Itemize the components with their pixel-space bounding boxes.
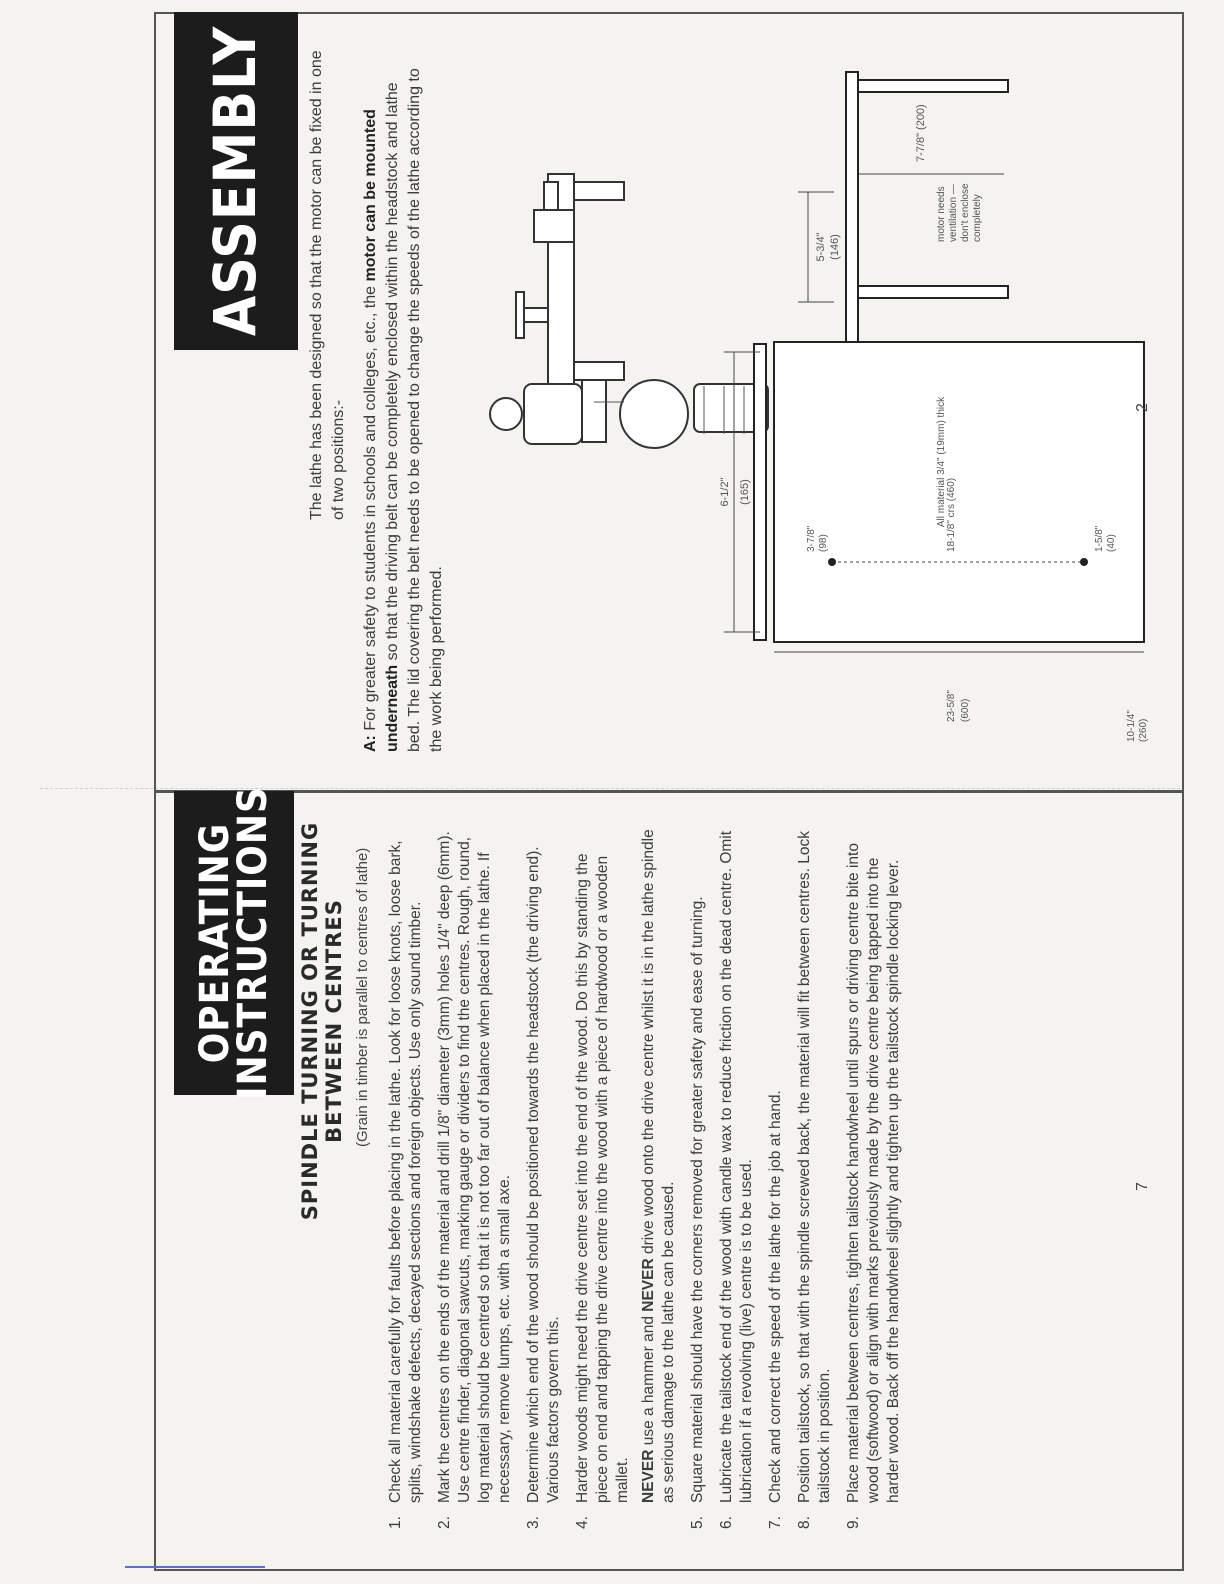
option-a-label: A: (362, 735, 379, 752)
step-text: Harder woods might need the drive centre set into the end of the wood. Do this by standing the piece on end and tapping the drive centre into the wood with a piece of hardwood or a wooden mallet. (574, 853, 631, 1503)
page-number: 7 (1134, 1182, 1151, 1191)
stand-width-label: 5-3/4" (815, 232, 827, 262)
option-a-text-pre: For greater safety to students in schools and colleges, etc., the (362, 281, 379, 731)
stand-note-line-3: don't enclose (960, 183, 971, 242)
assembly-banner (174, 12, 298, 350)
step-item (844, 827, 904, 1529)
warning-never-1: NEVER (640, 1449, 657, 1503)
lathe-leg-left (574, 362, 624, 380)
section-heading (298, 791, 346, 1251)
warning-text-1: use a hammer and (640, 1311, 657, 1450)
base-centres-label: 18-1/8" crs (460) (946, 477, 957, 552)
step-item (573, 827, 679, 1529)
stand-top-board (846, 72, 858, 342)
base-length-metric: (600) (960, 698, 971, 722)
step-item (717, 827, 757, 1529)
step-warning (639, 827, 679, 1503)
section-heading-line-1: SPINDLE TURNING OR TURNING (298, 821, 322, 1221)
step-number: 2. (436, 1516, 453, 1529)
base-depth-label: 6-1/2" (719, 477, 731, 507)
base-length-label: 23-5/8" (946, 690, 957, 722)
step-item (435, 827, 515, 1529)
step-text: Check and correct the speed of the lathe for the job at hand. (767, 1090, 784, 1503)
step-number: 5. (689, 1516, 706, 1529)
step-item (524, 827, 564, 1529)
base-width-metric: (260) (1138, 718, 1149, 742)
stand-height-label: 7-7/8" (200) (915, 104, 927, 162)
step-number: 7. (767, 1516, 784, 1529)
stand-diagram (794, 52, 1024, 352)
step-item (386, 827, 426, 1529)
step-text: Lubricate the tailstock end of the wood with candle wax to reduce friction on the dead centre. Omit lubrication if a revolving (live) centre is to be used. (718, 830, 755, 1503)
base-board-edge (754, 344, 766, 640)
base-offset-left-label: 3-7/8" (806, 525, 817, 552)
base-depth-metric: (165) (739, 479, 751, 505)
assembly-option-a (360, 50, 448, 752)
step-text: Mark the centres on the ends of the material and drill 1/8" diameter (3mm) holes 1/4" deep (6mm). Use centre finder, diagonal sawcuts, marking gauge or dividers to find the centres. Rough, round, log material should be centred so that it is not too far out of balance when placed in the lathe. If necessary, remove lumps, etc. with a small axe. (436, 831, 513, 1503)
lathe-motor (620, 380, 688, 448)
base-offset-right-metric: (40) (1106, 534, 1117, 552)
operating-page (154, 786, 1184, 1571)
operating-banner (174, 786, 294, 1100)
step-item (688, 827, 708, 1529)
stand-leg-left (858, 286, 1008, 298)
lathe-headstock-base (582, 378, 606, 442)
lathe-headstock (524, 384, 582, 444)
step-number: 6. (718, 1516, 735, 1529)
lathe-leg-right (574, 182, 624, 200)
base-centre-hole-1 (828, 558, 836, 566)
base-diagram (714, 312, 1154, 762)
step-text: Square material should have the corners removed for greater safety and ease of turning. (689, 896, 706, 1503)
stand-note-line-4: completely (972, 194, 983, 242)
assembly-intro: The lathe has been designed so that the motor can be fixed in one of two positions:- (308, 50, 347, 520)
step-number: 1. (387, 1516, 404, 1529)
lathe-pulley (490, 398, 522, 430)
step-text: Position tailstock, so that with the spindle screwed back, the material will fit between centres. Lock tailstock in position. (796, 831, 833, 1503)
operating-title-line-2: INSTRUCTIONS (230, 786, 276, 1100)
lathe-toolrest (516, 292, 524, 338)
base-centre-hole-2 (1080, 558, 1088, 566)
step-number: 4. (574, 1516, 591, 1529)
step-number: 3. (525, 1516, 542, 1529)
step-text: Determine which end of the wood should be positioned towards the headstock (the driving end). Various factors govern this. (525, 846, 562, 1503)
lathe-tailstock-quill (544, 182, 558, 210)
step-number: 8. (796, 1516, 813, 1529)
base-material-note: All material 3/4" (19mm) thick (936, 396, 947, 528)
option-a-text-bold: motor can be mounted underneath (362, 109, 401, 752)
step-number: 9. (845, 1516, 862, 1529)
option-a-text-post: so that the driving belt can be completely enclosed within the headstock and lathe bed. The lid covering the belt needs to be opened to change the speeds of the lathe according to the work being performed. (384, 68, 445, 752)
section-heading-line-2: BETWEEN CENTRES (322, 899, 346, 1143)
step-item (795, 827, 835, 1529)
lathe-toolrest-post (524, 308, 548, 322)
step-text: Check all material carefully for faults before placing in the lathe. Look for loose knots, loose bark, splits, windshake defects, decayed sections and foreign objects. Use only sound timber. (387, 840, 424, 1503)
step-item (766, 827, 786, 1529)
stand-note-line-2: ventilation — (948, 184, 959, 242)
page-number: 2 (1134, 403, 1151, 412)
assembly-page (154, 12, 1184, 792)
base-offset-right-label: 1-5/8" (1094, 525, 1105, 552)
step-text: Place material between centres, tighten tailstock handwheel until spurs or driving centre bite into wood (softwood) or align with marks previously made by the drive centre being tapped into the harder wood. Back off the handwheel slightly and tighten up the tailstock spindle locking lever. (845, 843, 902, 1503)
stand-note-line-1: motor needs (936, 186, 947, 242)
assembly-title: ASSEMBLY (201, 25, 270, 337)
base-width-label: 10-1/4" (1126, 710, 1137, 742)
highlight-underline (125, 1566, 265, 1568)
lathe-tailstock (534, 210, 574, 242)
stand-width-metric: (146) (829, 234, 841, 260)
stand-leg-right (858, 80, 1008, 92)
warning-text-2: drive wood onto the drive centre whilst it is in the lathe spindle as serious damage to the lathe can be caused. (640, 829, 677, 1503)
operating-title-line-1: OPERATING (192, 822, 238, 1064)
warning-never-2: NEVER (640, 1258, 657, 1312)
base-board-top (774, 342, 1144, 642)
steps-list (386, 827, 913, 1529)
base-offset-left-metric: (98) (818, 534, 829, 552)
section-subtitle: (Grain in timber is parallel to centres of lathe) (354, 847, 371, 1147)
